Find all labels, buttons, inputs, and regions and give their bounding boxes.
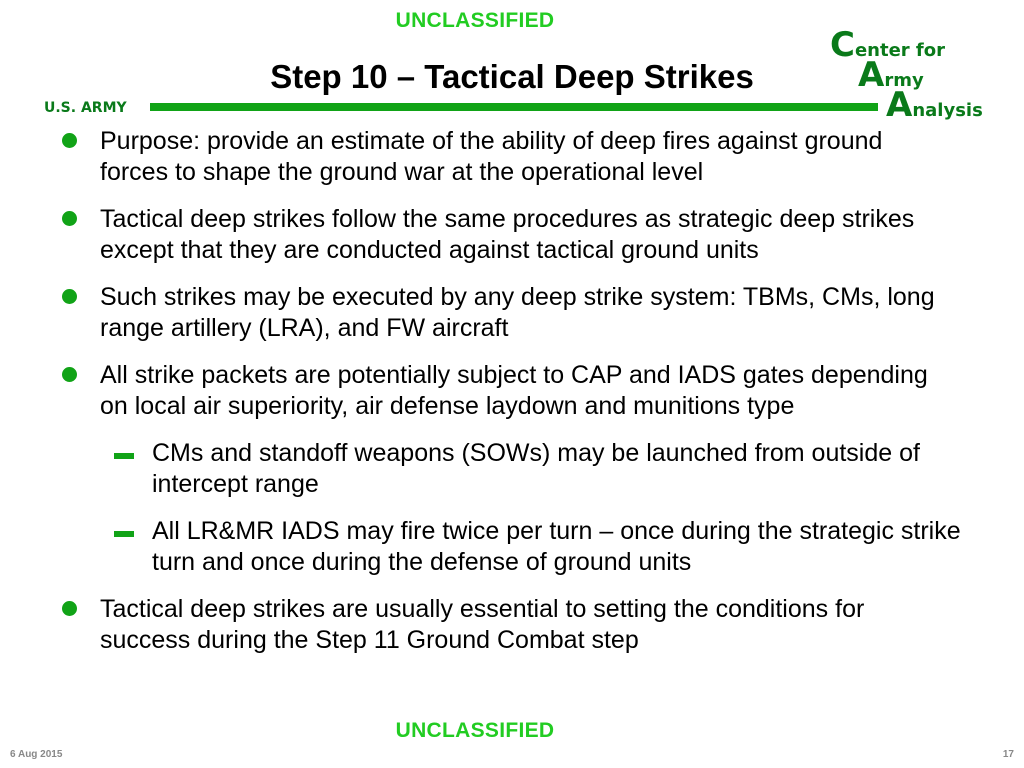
bullet-dash-icon [114,531,134,537]
logo-initial-a-2: A [886,85,913,125]
bullet-text: Purpose: provide an estimate of the ability of deep fires against ground forces to shape the ground war at the operational level [100,127,883,186]
bullet-dash-icon [114,453,134,459]
bullet-dot-icon [62,289,77,304]
logo-line-1 [830,25,946,65]
logo-text-rmy: rmy [884,70,924,91]
bullet-text: Such strikes may be executed by any deep strike system: TBMs, CMs, long range artillery (LRA), and FW aircraft [100,283,935,342]
logo-text-enter-for: enter for [854,40,946,61]
bullet-text: Tactical deep strikes are usually essential to setting the conditions for success during the Step 11 Ground Combat step [100,595,865,654]
bullet-text: All strike packets are potentially subject to CAP and IADS gates depending on local air superiority, air defense laydown and munitions type [100,361,928,420]
logo-initial-c: C [830,25,855,65]
footer-date: 6 Aug 2015 [10,749,63,760]
page-number: 17 [1002,749,1014,760]
us-army-label: U.S. ARMY [44,100,127,116]
logo-text-nalysis: nalysis [912,100,983,121]
classification-banner-bottom: UNCLASSIFIED [395,719,555,742]
bullet-item [0,204,950,265]
sub-bullet-text: CMs and standoff weapons (SOWs) may be launched from outside of intercept range [152,439,920,498]
slide-title: Step 10 – Tactical Deep Strikes [270,58,754,95]
bullet-item [0,126,950,187]
bullet-item [0,594,950,655]
center-for-army-analysis-logo [830,25,1010,125]
logo-initial-a: A [858,55,885,95]
bullet-text: Tactical deep strikes follow the same procedures as strategic deep strikes except that they are conducted against tactical ground units [100,205,915,264]
header-divider [150,103,878,111]
bullet-item [0,360,950,421]
sub-bullet-text: All LR&MR IADS may fire twice per turn – once during the strategic strike turn and once during the defense of ground units [152,517,961,576]
logo-line-3 [886,85,983,125]
bullet-list [0,126,1024,672]
bullet-dot-icon [62,211,77,226]
bullet-dot-icon [62,133,77,148]
bullet-dot-icon [62,601,77,616]
sub-bullet-item [0,516,972,577]
sub-bullet-item [0,438,972,499]
classification-banner-top: UNCLASSIFIED [395,9,555,32]
bullet-item [0,282,950,343]
bullet-dot-icon [62,367,77,382]
